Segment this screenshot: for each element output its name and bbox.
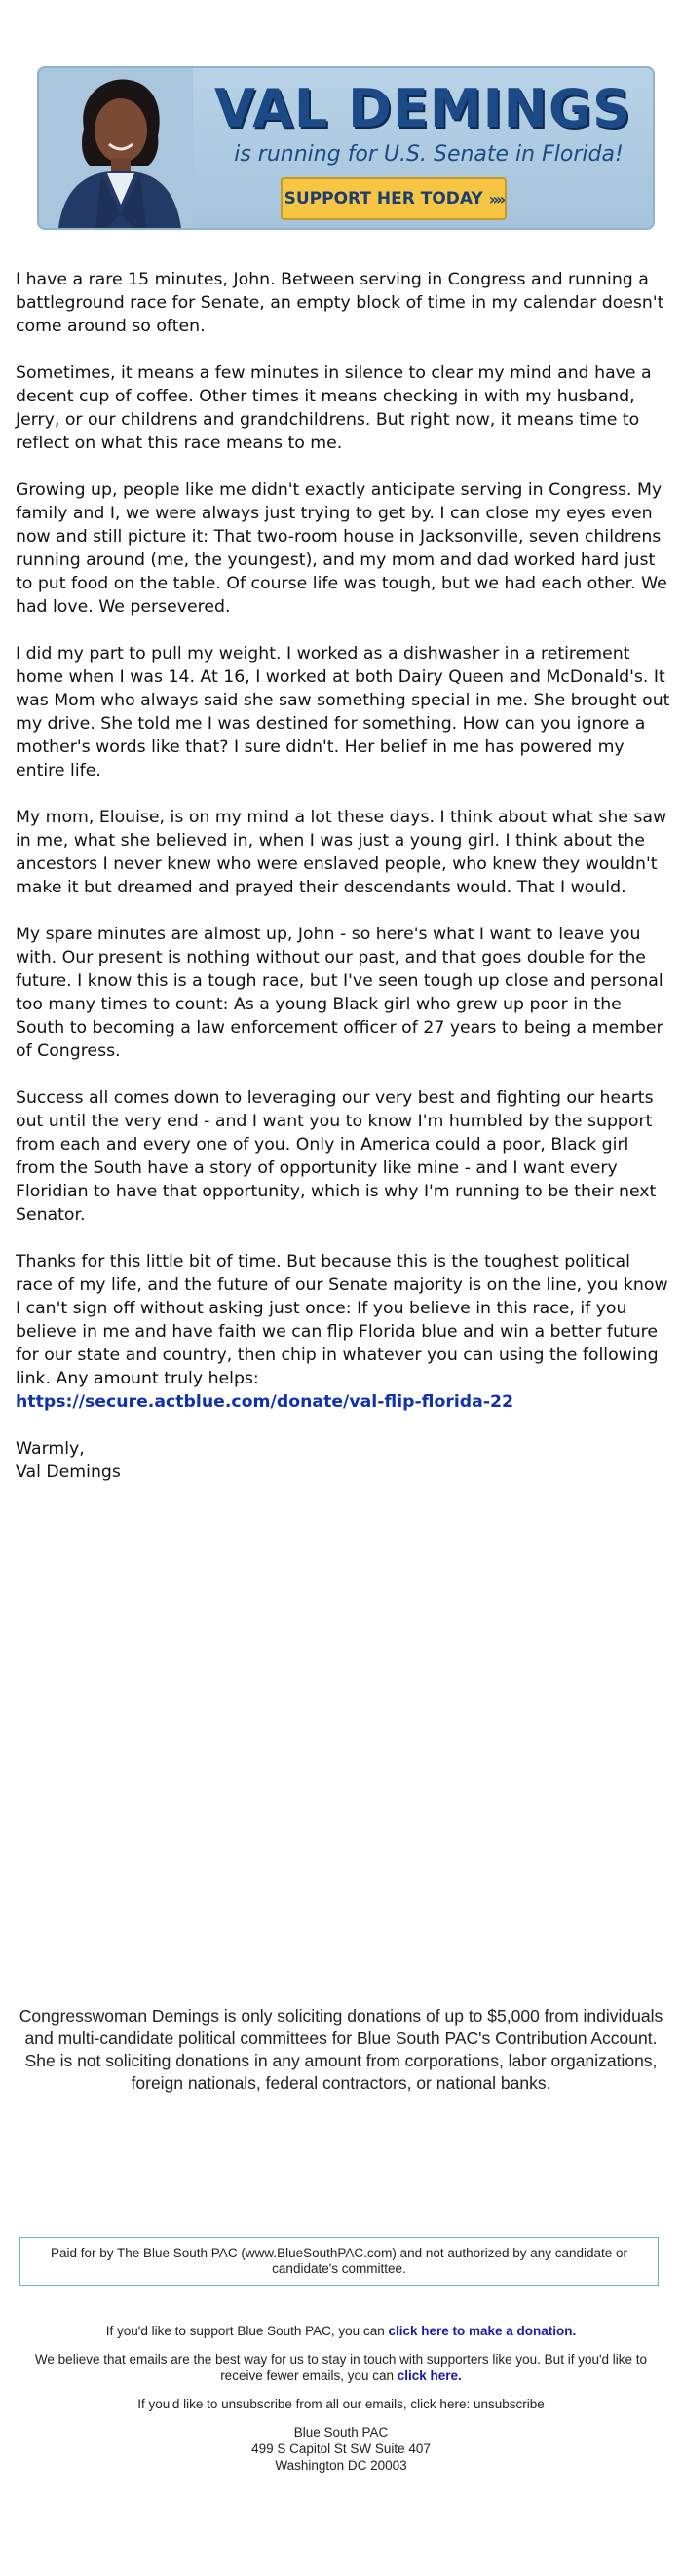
candidate-portrait (39, 68, 193, 228)
banner-subtitle: is running for U.S. Senate in Florida! (234, 142, 624, 167)
letter-paragraph: My spare minutes are almost up, John - so here's what I want to leave you with. Our present is nothing without our past, and that goes double for the future. I know this is a tough race, but I've seen tough up close and personal too many times to count: As a young Black girl who grew up poor in the South to becoming a law enforcement officer of 27 years to being a member of Congress. (16, 925, 663, 1061)
double-chevron-right-icon: »» (488, 189, 504, 208)
letter-body (16, 268, 672, 1507)
letter-paragraph: Sometimes, it means a few minutes in silence to clear my mind and have a decent cup of coffee. Other times it means checking in with my husband, Jerry, or our childrens and grandchildrens. But right now, it means time to reflect on what this race means to me. (16, 363, 652, 453)
signoff-text: Warmly, (16, 1439, 85, 1458)
banner-candidate-name: VAL DEMINGS (214, 78, 632, 139)
unsubscribe-line (19, 2396, 663, 2412)
support-prefix: If you'd like to support Blue South PAC, you can (105, 2324, 389, 2338)
fewer-emails-line (19, 2351, 663, 2384)
donation-disclaimer: Congresswoman Demings is only soliciting donations of up to $5,000 from individuals and multi-candidate political committees for Blue South PAC's Contribution Account. She is not soliciting donations in any amount from corporations, labor organizations, foreign nationals, federal contractors, or national banks. (19, 2006, 663, 2093)
paid-for-box (19, 2237, 659, 2286)
letter-paragraph-ask (16, 1250, 672, 1414)
unsub-prefix: If you'd like to unsubscribe from all our emails, click here: (137, 2397, 474, 2411)
make-donation-link[interactable]: click here to make a donation. (388, 2324, 577, 2338)
postal-address (19, 2424, 663, 2474)
fewer-emails-link[interactable]: click here. (397, 2368, 462, 2383)
paid-for-text: Paid for by The Blue South PAC (www.BlueSouthPAC.com) and not authorized by any candidate or candidate's committee. (50, 2246, 628, 2276)
support-line (19, 2323, 663, 2339)
letter-paragraph: Growing up, people like me didn't exactly anticipate serving in Congress. My family and I, we were always just trying to get by. I can close my eyes even now and still picture it: That two-room house in Jacksonville, seven childrens running around (me, the youngest), and my mom and dad worked hard just to put food on the table. Of course life was tough, but we had each other. We had love. We persevered. (16, 480, 667, 617)
address-line: 499 S Capitol St SW Suite 407 (251, 2442, 431, 2456)
fewer-prefix: We believe that emails are the best way for us to stay in touch with supporters like you. But if you'd like to receive fewer emails, you can (34, 2352, 648, 2383)
email-footer (19, 2323, 663, 2474)
address-line: Washington DC 20003 (275, 2458, 407, 2473)
letter-paragraph: My mom, Elouise, is on my mind a lot these days. I think about what she saw in me, what she believed in, when I was just a young girl. I think about the ancestors I never knew who were enslaved people, who knew they wouldn't make it but dreamed and prayed their descendants would. That I would. (16, 808, 667, 897)
ask-text: Thanks for this little bit of time. But because this is the toughest political race of my life, and the future of our Senate majority is on the line, you know I can't sign off without asking just once: If you believe in this race, if you believe in me and have faith we can flip Florida blue and win a better future for our state and country, then chip in whatever you can using the following link. Any amount truly helps: (16, 1252, 668, 1388)
letter-paragraph: Success all comes down to leveraging our very best and fighting our hearts out until the very end - and I want you to know I'm humbled by the support from each and every one of you. Only in America could a poor, Black girl from the South have a story of opportunity like mine - and I want every Floridian to have that opportunity, which is why I'm running to be their next Senator. (16, 1088, 657, 1225)
donate-link[interactable]: https://secure.actblue.com/donate/val-flip-florida-22 (16, 1392, 514, 1412)
letter-paragraph: I have a rare 15 minutes, John. Between serving in Congress and running a battleground race for Senate, an empty block of time in my calendar doesn't come around so often. (16, 270, 664, 336)
support-her-today-button[interactable] (281, 177, 507, 220)
signoff (16, 1437, 672, 1484)
cta-label: SUPPORT HER TODAY (284, 189, 483, 208)
signature: Val Demings (16, 1462, 121, 1482)
address-line: Blue South PAC (293, 2425, 389, 2440)
unsubscribe-link[interactable]: unsubscribe (473, 2397, 545, 2411)
campaign-banner[interactable] (37, 66, 655, 230)
letter-paragraph: I did my part to pull my weight. I worked as a dishwasher in a retirement home when I was 14. At 16, I worked at both Dairy Queen and McDonald's. It was Mom who always said she saw something special in me. She brought out my drive. She told me I was destined for something. How can you ignore a mother's words like that? I sure didn't. Her belief in me has powered my entire life. (16, 644, 670, 780)
